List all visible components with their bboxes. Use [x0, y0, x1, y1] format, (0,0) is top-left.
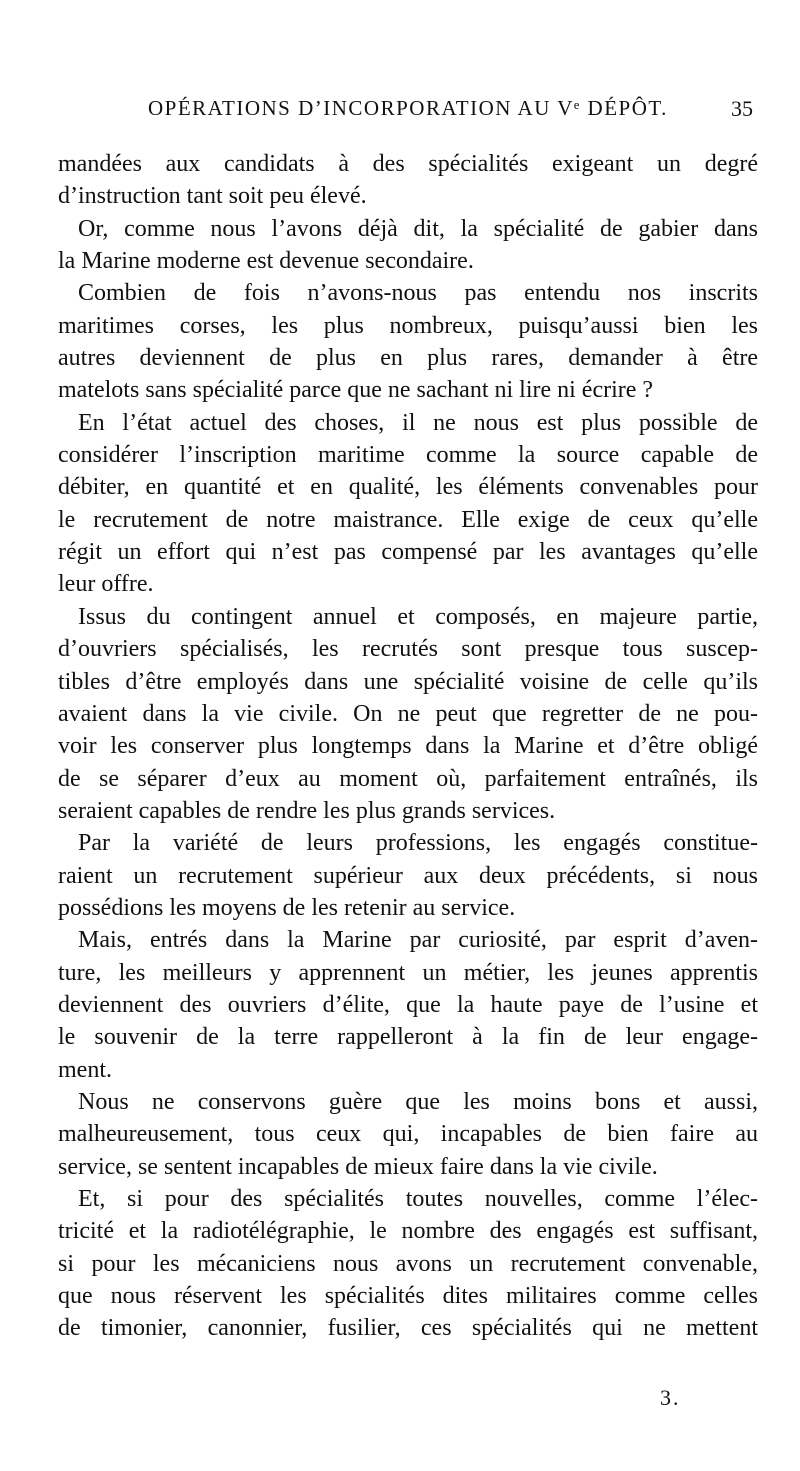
page-header [60, 96, 755, 126]
text-line: tibles d’être employés dans une spécialité voisine de celle qu’ils [58, 668, 758, 695]
text-line: le recrutement de notre maistrance. Elle exige de ceux qu’elle [58, 506, 758, 533]
text-line: débiter, en quantité et en qualité, les éléments convenables pour [58, 474, 758, 501]
text-line: maritimes corses, les plus nombreux, puisqu’aussi bien les [58, 312, 758, 339]
page-number: 35 [731, 96, 753, 121]
text-line: le souvenir de la terre rappelleront à la fin de leur engage- [58, 1024, 758, 1051]
text-line: ment. [58, 1056, 112, 1083]
text-line: d’instruction tant soit peu élevé. [58, 183, 367, 210]
text-line: En l’état actuel des choses, il ne nous est plus possible de [78, 409, 758, 436]
text-line: ture, les meilleurs y apprennent un métier, les jeunes apprentis [58, 959, 758, 986]
text-line: avaient dans la vie civile. On ne peut que regretter de ne pou- [58, 700, 758, 727]
text-line: Or, comme nous l’avons déjà dit, la spécialité de gabier dans [78, 215, 758, 242]
text-line: régit un effort qui n’est pas compensé par les avantages qu’elle [58, 539, 758, 566]
text-line: Issus du contingent annuel et composés, en majeure partie, [78, 603, 758, 630]
text-line: leur offre. [58, 571, 154, 598]
text-line: service, se sentent incapables de mieux faire dans la vie civile. [58, 1153, 658, 1180]
text-line: possédions les moyens de les retenir au service. [58, 894, 516, 921]
text-line: mandées aux candidats à des spécialités exigeant un degré [58, 151, 758, 177]
text-line: de timonier, canonnier, fusilier, ces spécialités qui ne mettent [58, 1315, 758, 1342]
text-line: Mais, entrés dans la Marine par curiosité, par esprit d’aven- [78, 927, 758, 954]
text-line: Par la variété de leurs professions, les engagés constitue- [78, 830, 758, 857]
text-line: malheureusement, tous ceux qui, incapables de bien faire au [58, 1121, 758, 1148]
text-line: si pour les mécaniciens nous avons un recrutement convenable, [58, 1250, 758, 1277]
signature-mark: 3. [660, 1385, 681, 1410]
text-line: voir les conserver plus longtemps dans la Marine et d’être obligé [58, 733, 758, 760]
text-line: Et, si pour des spécialités toutes nouvelles, comme l’élec- [78, 1186, 758, 1212]
text-line: d’ouvriers spécialisés, les recrutés sont presque tous suscep- [58, 636, 758, 663]
running-title: OPÉRATIONS D’INCORPORATION AU Vᵉ DÉPÔT. [148, 96, 668, 120]
text-line: matelots sans spécialité parce que ne sachant ni lire ni écrire ? [58, 377, 654, 404]
text-line: Nous ne conservons guère que les moins bons et aussi, [78, 1088, 758, 1115]
text-line: considérer l’inscription maritime comme la source capable de [58, 442, 758, 469]
text-line: Combien de fois n’avons-nous pas entendu nos inscrits [78, 280, 758, 307]
text-line: deviennent des ouvriers d’élite, que la haute paye de l’usine et [58, 991, 758, 1018]
text-line: que nous réservent les spécialités dites militaires comme celles [58, 1283, 758, 1310]
text-line: de se séparer d’eux au moment où, parfaitement entraînés, ils [58, 765, 758, 792]
text-line: raient un recrutement supérieur aux deux précédents, si nous [58, 862, 758, 889]
text-line: la Marine moderne est devenue secondaire. [58, 248, 474, 275]
text-line: seraient capables de rendre les plus grands services. [58, 797, 556, 824]
text-line: autres deviennent de plus en plus rares, demander à être [58, 345, 758, 372]
body-text [58, 148, 758, 1345]
text-line: tricité et la radiotélégraphie, le nombre des engagés est suffisant, [58, 1218, 758, 1245]
